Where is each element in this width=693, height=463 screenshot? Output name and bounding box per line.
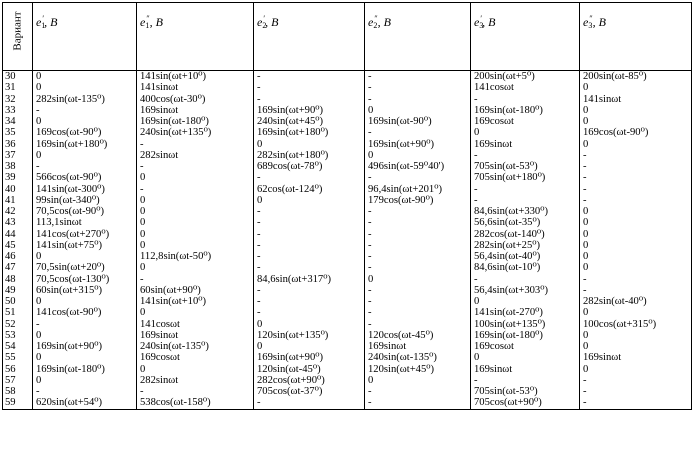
table-cell: 169sinωt [471,139,580,150]
table-cell: - [254,240,365,251]
table-cell: 0 [137,364,254,375]
table-cell: 0 [471,352,580,363]
table-cell: 60sin(ωt+90⁰) [137,285,254,296]
table-cell: 112,8sin(ωt-50⁰) [137,251,254,262]
table-cell: - [365,206,471,217]
variant-number: 45 [3,240,33,251]
table-cell: 0 [137,240,254,251]
table-cell: 169sinωt [137,105,254,116]
variant-number: 55 [3,352,33,363]
variant-number: 44 [3,229,33,240]
table-cell: 240sin(ωt+45⁰) [254,116,365,127]
table-cell: 0 [33,71,137,83]
variant-number: 47 [3,262,33,273]
table-cell: 169sin(ωt-180⁰) [471,330,580,341]
col-header-e2-prime: e2′, B [254,3,365,71]
table-cell: 0 [471,296,580,307]
table-cell: 0 [33,116,137,127]
variant-number: 59 [3,397,33,409]
table-row [3,206,692,217]
table-cell: 0 [254,341,365,352]
table-cell: 705sin(ωt-53⁰) [471,386,580,397]
table-row [3,262,692,273]
variant-number: 53 [3,330,33,341]
table-cell: 0 [33,330,137,341]
table-cell: 282sin(ωt+25⁰) [471,240,580,251]
table-cell: 70,5sin(ωt+20⁰) [33,262,137,273]
table-cell: 169sinωt [471,364,580,375]
table-cell: - [365,262,471,273]
table-cell: 0 [33,375,137,386]
table-cell: 0 [33,352,137,363]
table-cell: 141sin(ωt+10⁰) [137,296,254,307]
table-row [3,375,692,386]
table-row [3,352,692,363]
table-cell: 96,4sin(ωt+201⁰) [365,184,471,195]
variant-number: 58 [3,386,33,397]
variant-number: 36 [3,139,33,150]
table-cell: 0 [254,195,365,206]
table-cell: 0 [137,172,254,183]
table-cell: 0 [580,330,692,341]
variant-number: 40 [3,184,33,195]
table-cell: 0 [580,251,692,262]
table-cell: 120cos(ωt-45⁰) [365,330,471,341]
table-cell: - [254,397,365,409]
table-row [3,330,692,341]
table-cell: 56,4sin(ωt-40⁰) [471,251,580,262]
variant-number: 39 [3,172,33,183]
table-cell: - [365,217,471,228]
table-cell: 169cosωt [471,341,580,352]
variant-label: Вариант [12,11,24,51]
table-row [3,285,692,296]
table-cell: - [137,184,254,195]
table-cell: 240sin(ωt+135⁰) [137,127,254,138]
table-cell: - [471,150,580,161]
table-cell: - [254,262,365,273]
table-cell: - [254,82,365,93]
table-cell: 0 [33,251,137,262]
table-cell: 141sinωt [137,82,254,93]
table-cell: - [254,71,365,83]
table-cell: 705cos(ωt-37⁰) [254,386,365,397]
table-cell: - [471,375,580,386]
table-row [3,364,692,375]
table-cell: 169cosωt [137,352,254,363]
table-cell: - [365,296,471,307]
table-cell: 240sin(ωt-135⁰) [137,341,254,352]
variant-number: 31 [3,82,33,93]
table-cell: 0 [365,150,471,161]
table-row [3,184,692,195]
table-cell: 99sin(ωt-340⁰) [33,195,137,206]
table-row [3,82,692,93]
table-row [3,116,692,127]
table-cell: - [365,251,471,262]
table-row [3,127,692,138]
table-cell: 200sin(ωt+5⁰) [471,71,580,83]
table-cell: 62cos(ωt-124⁰) [254,184,365,195]
table-row [3,71,692,83]
table-cell: - [33,105,137,116]
table-cell: 169sin(ωt+90⁰) [365,139,471,150]
table-cell: 169sin(ωt+90⁰) [254,105,365,116]
table-cell: 141sin(ωt+10⁰) [137,71,254,83]
table-cell: 538cos(ωt-158⁰) [137,397,254,409]
table-cell: - [254,217,365,228]
table-cell: 169cosωt [471,116,580,127]
table-cell: - [471,184,580,195]
table-cell: - [365,307,471,318]
variant-number: 42 [3,206,33,217]
table-cell: 0 [137,307,254,318]
table-cell: - [365,127,471,138]
table-row [3,274,692,285]
table-row [3,139,692,150]
table-cell: 141sinωt [580,94,692,105]
table-cell: 141sin(ωt+75⁰) [33,240,137,251]
table-cell: - [254,172,365,183]
table-cell: 100cos(ωt+315⁰) [580,319,692,330]
variant-number: 52 [3,319,33,330]
table-cell: - [254,229,365,240]
table-cell: 0 [137,229,254,240]
table-cell: 169sin(ωt-180⁰) [137,116,254,127]
table-row [3,386,692,397]
table-cell: 0 [580,206,692,217]
variant-number: 41 [3,195,33,206]
variant-number: 57 [3,375,33,386]
table-cell: - [254,206,365,217]
table-cell: - [365,285,471,296]
table-cell: 620sin(ωt+54⁰) [33,397,137,409]
table-cell: 169sin(ωt-180⁰) [471,105,580,116]
table-row [3,195,692,206]
table-cell: - [365,397,471,409]
table-cell: 400cos(ωt-30⁰) [137,94,254,105]
table-cell: - [365,94,471,105]
table-cell: 0 [33,296,137,307]
table-cell: 60sin(ωt+315⁰) [33,285,137,296]
table-cell: - [580,274,692,285]
table-cell: 689cos(ωt-78⁰) [254,161,365,172]
table-cell: 0 [254,139,365,150]
table-cell: - [365,71,471,83]
table-cell: 169sinωt [137,330,254,341]
table-cell: - [365,386,471,397]
table-cell: 169sin(ωt+90⁰) [33,341,137,352]
table-cell: - [365,82,471,93]
table-cell: 0 [33,150,137,161]
table-cell: 169sin(ωt+180⁰) [33,139,137,150]
table-cell: 0 [365,375,471,386]
col-header-e3-prime: e3′, B [471,3,580,71]
table-cell: 169sin(ωt+90⁰) [254,352,365,363]
table-cell: 84,6sin(ωt-10⁰) [471,262,580,273]
table-cell: - [365,240,471,251]
table-cell: - [580,285,692,296]
table-cell: 0 [365,105,471,116]
table-cell: 0 [580,341,692,352]
variant-number: 33 [3,105,33,116]
table-cell: 705sin(ωt-53⁰) [471,161,580,172]
table-cell: 282sinωt [137,375,254,386]
table-cell: 282sinωt [137,150,254,161]
table-cell: 0 [580,116,692,127]
table-cell: 113,1sinωt [33,217,137,228]
table-cell: 705cos(ωt+90⁰) [471,397,580,409]
table-cell: 0 [580,82,692,93]
table-row [3,397,692,409]
table-cell: - [33,386,137,397]
table-row [3,251,692,262]
variant-number: 43 [3,217,33,228]
table-cell: 100sin(ωt+135⁰) [471,319,580,330]
col-header-e1-prime: e1′, B [33,3,137,71]
variant-number: 54 [3,341,33,352]
table-cell: 0 [580,105,692,116]
table-cell: - [365,319,471,330]
table-cell: - [580,150,692,161]
variant-number: 49 [3,285,33,296]
table-cell: - [580,386,692,397]
table-cell: 169sinωt [365,341,471,352]
table-cell: 169sin(ωt-180⁰) [33,364,137,375]
col-header-e2-double-prime: e2″, B [365,3,471,71]
table-cell: 56,4sin(ωt+303⁰) [471,285,580,296]
variant-number: 35 [3,127,33,138]
variant-number: 50 [3,296,33,307]
table-cell: 0 [254,319,365,330]
variant-number: 56 [3,364,33,375]
header-row [3,3,692,71]
table-body [3,71,692,410]
table-cell: 141sin(ωt-300⁰) [33,184,137,195]
table-row [3,172,692,183]
table-cell: 0 [471,127,580,138]
table-cell: - [471,195,580,206]
table-row [3,240,692,251]
table-cell: 120sin(ωt+135⁰) [254,330,365,341]
col-header-e3-double-prime: e3″, B [580,3,692,71]
variant-number: 38 [3,161,33,172]
table-cell: 0 [580,217,692,228]
variant-number: 37 [3,150,33,161]
table-cell: 141cos(ωt-90⁰) [33,307,137,318]
table-cell: 282sin(ωt-135⁰) [33,94,137,105]
table-cell: 0 [580,364,692,375]
table-cell: 496sin(ωt-59⁰40') [365,161,471,172]
table-cell: 282cos(ωt+90⁰) [254,375,365,386]
table-cell: 141cos(ωt+270⁰) [33,229,137,240]
table-cell: - [137,139,254,150]
table-cell: - [254,251,365,262]
table-cell: 282sin(ωt+180⁰) [254,150,365,161]
table-cell: 56,6sin(ωt-35⁰) [471,217,580,228]
table-cell: 169sin(ωt+180⁰) [254,127,365,138]
table-cell: - [471,94,580,105]
table-row [3,296,692,307]
variant-number: 48 [3,274,33,285]
variant-number: 51 [3,307,33,318]
table-row [3,217,692,228]
table-cell: 120sin(ωt+45⁰) [365,364,471,375]
table-cell: - [137,386,254,397]
table-cell: 169sin(ωt-90⁰) [365,116,471,127]
table-cell: 84,6sin(ωt+317⁰) [254,274,365,285]
table-cell: - [33,319,137,330]
table-cell: - [254,94,365,105]
col-header-e1-double-prime: e1″, B [137,3,254,71]
table-cell: - [580,375,692,386]
table-row [3,105,692,116]
table-cell: 141sin(ωt-270⁰) [471,307,580,318]
variant-number: 34 [3,116,33,127]
table-cell: - [580,184,692,195]
table-cell: 179cos(ωt-90⁰) [365,195,471,206]
table-cell: - [254,307,365,318]
table-cell: 0 [580,307,692,318]
table-cell: - [580,397,692,409]
table-cell: 141cosωt [471,82,580,93]
table-row [3,229,692,240]
table-row [3,319,692,330]
variant-number: 46 [3,251,33,262]
table-cell: - [137,161,254,172]
table-cell: - [580,161,692,172]
table-row [3,341,692,352]
table-cell: 0 [580,229,692,240]
table-cell: - [254,285,365,296]
table-cell: 120sin(ωt-45⁰) [254,364,365,375]
variant-number: 30 [3,71,33,83]
table-cell: 70,5cos(ωt-130⁰) [33,274,137,285]
table-cell: 0 [580,262,692,273]
emf-variants-table [2,2,692,410]
table-cell: 169cos(ωt-90⁰) [580,127,692,138]
table-cell: 0 [137,217,254,228]
table-cell: 70,5cos(ωt-90⁰) [33,206,137,217]
table-cell: 240sin(ωt-135⁰) [365,352,471,363]
table-cell: - [365,172,471,183]
table-cell: - [471,274,580,285]
table-cell: 169cos(ωt-90⁰) [33,127,137,138]
table-cell: 84,6sin(ωt+330⁰) [471,206,580,217]
table-cell: - [254,296,365,307]
table-cell: - [580,172,692,183]
table-row [3,161,692,172]
table-cell: 566cos(ωt-90⁰) [33,172,137,183]
table-cell: 282cos(ωt-140⁰) [471,229,580,240]
table-cell: 0 [580,240,692,251]
table-cell: 0 [137,262,254,273]
table-cell: 0 [580,139,692,150]
table-row [3,94,692,105]
table-cell: - [580,195,692,206]
table-cell: 0 [365,274,471,285]
variant-column-header [3,3,33,71]
table-cell: 169sinωt [580,352,692,363]
table-cell: - [365,229,471,240]
table-cell: 0 [33,82,137,93]
table-cell: 200sin(ωt-85⁰) [580,71,692,83]
table-cell: 705sin(ωt+180⁰) [471,172,580,183]
table-cell: - [137,274,254,285]
table-cell: 0 [137,195,254,206]
variant-number: 32 [3,94,33,105]
table-cell: - [33,161,137,172]
table-cell: 0 [137,206,254,217]
table-row [3,307,692,318]
table-cell: 282sin(ωt-40⁰) [580,296,692,307]
table-cell: 141cosωt [137,319,254,330]
table-row [3,150,692,161]
